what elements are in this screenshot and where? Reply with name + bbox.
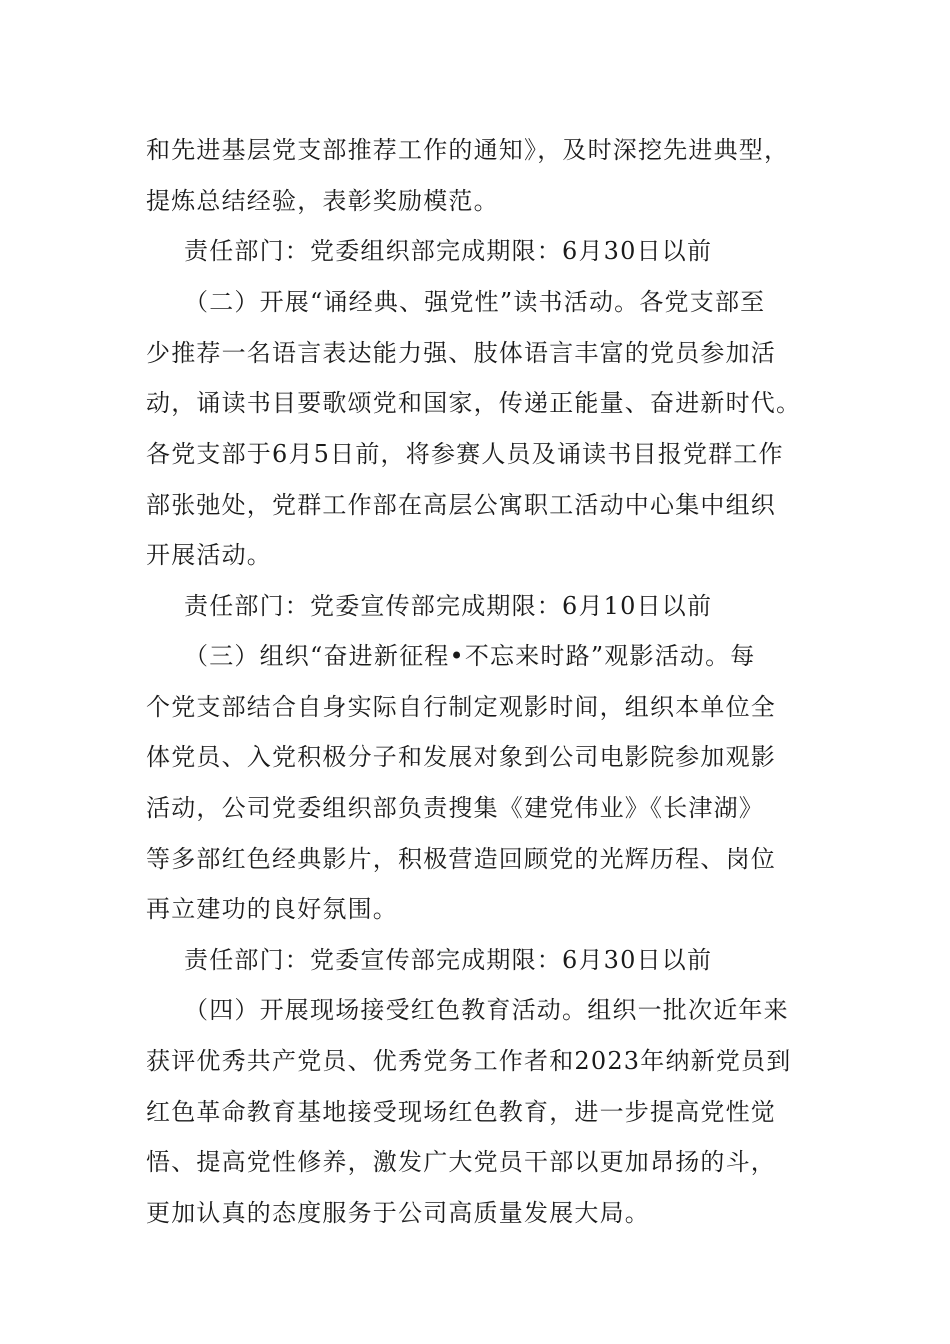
responsibility-line: 责任部门：党委组织部完成期限：6月30日以前 xyxy=(184,237,713,265)
text-line: 和先进基层党支部推荐工作的通知》，及时深挖先进典型， xyxy=(146,136,790,164)
section-heading-2: （二）开展“诵经典、强党性”读书活动。各党支部至 xyxy=(184,288,766,316)
text-line: 少推荐一名语言表达能力强、肢体语言丰富的党员参加活 xyxy=(146,339,776,367)
section-heading-4: （四）开展现场接受红色教育活动。组织一批次近年来 xyxy=(184,996,789,1024)
text-line: 开展活动。 xyxy=(146,541,272,569)
text-line: 获评优秀共产党员、优秀党务工作者和2023年纳新党员到 xyxy=(146,1047,792,1075)
text-line: 个党支部结合自身实际自行制定观影时间，组织本单位全 xyxy=(146,693,776,721)
responsibility-line: 责任部门：党委宣传部完成期限：6月30日以前 xyxy=(184,946,713,974)
text-line: 等多部红色经典影片，积极营造回顾党的光辉历程、岗位 xyxy=(146,845,776,873)
text-line: 再立建功的良好氛围。 xyxy=(146,895,398,923)
text-line: 体党员、入党积极分子和发展对象到公司电影院参加观影 xyxy=(146,743,776,771)
responsibility-line: 责任部门：党委宣传部完成期限：6月10日以前 xyxy=(184,592,713,620)
section-heading-3: （三）组织“奋进新征程•不忘来时路”观影活动。每 xyxy=(184,642,756,670)
text-line: 悟、提高党性修养，激发广大党员干部以更加昂扬的斗， xyxy=(146,1148,776,1176)
text-line: 各党支部于6月5日前，将参赛人员及诵读书目报党群工作 xyxy=(146,440,784,468)
text-line: 活动，公司党委组织部负责搜集《建党伟业》《长津湖》 xyxy=(146,794,764,822)
text-line: 提炼总结经验，表彰奖励模范。 xyxy=(146,187,499,215)
text-line: 更加认真的态度服务于公司高质量发展大局。 xyxy=(146,1199,650,1227)
text-line: 动，诵读书目要歌颂党和国家，传递正能量、奋进新时代。 xyxy=(146,389,802,417)
text-line: 部张弛处，党群工作部在高层公寓职工活动中心集中组织 xyxy=(146,491,776,519)
text-line: 红色革命教育基地接受现场红色教育，进一步提高党性觉 xyxy=(146,1098,776,1126)
